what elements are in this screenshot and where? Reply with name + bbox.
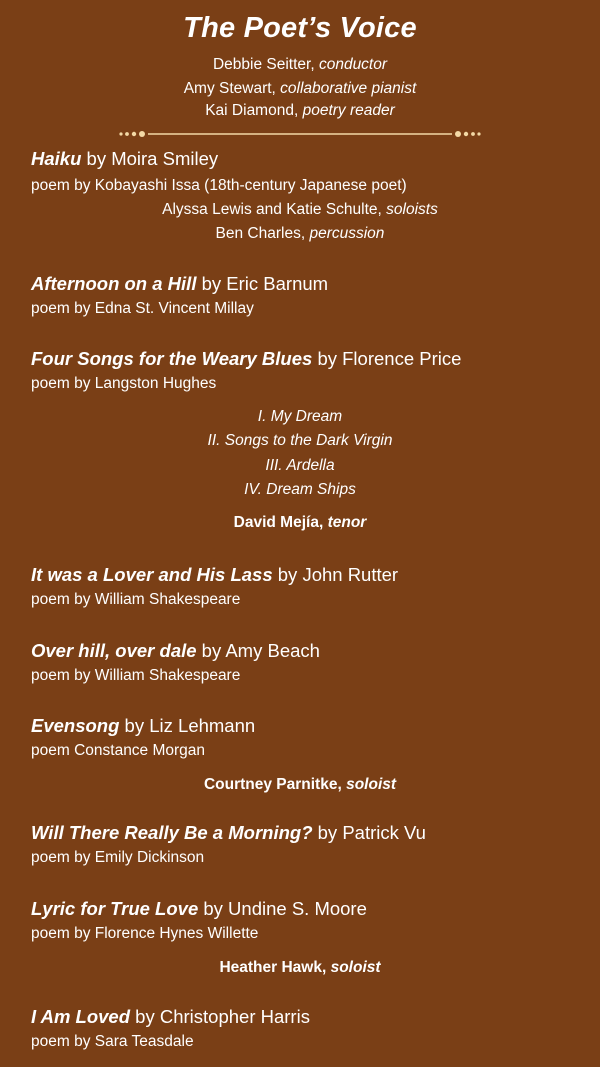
piece-heading (31, 1005, 580, 1029)
piece-poet: poem by Edna St. Vincent Millay (31, 300, 254, 317)
piece-poet: poem by Sara Teasdale (31, 1033, 194, 1050)
credit-name: Kai Diamond, (205, 102, 303, 119)
program-piece-lover (31, 563, 580, 611)
program-piece-over-hill (31, 639, 580, 687)
piece-composer: by Undine S. Moore (198, 898, 367, 919)
piece-title: Will There Really Be a Morning? (31, 822, 313, 843)
program-piece-lyric (31, 897, 580, 945)
movement: III. Ardella (265, 457, 335, 474)
piece-composer: by Patrick Vu (312, 822, 426, 843)
soloist-role: soloist (346, 776, 397, 793)
performer-role: percussion (309, 225, 385, 242)
piece-heading (31, 821, 580, 845)
piece-heading (31, 563, 580, 587)
piece-composer: by Liz Lehmann (119, 715, 256, 736)
piece-title: Four Songs for the Weary Blues (31, 348, 313, 369)
piece-title: I Am Loved (31, 1006, 131, 1027)
piece-heading (31, 347, 580, 371)
movement: I. My Dream (257, 408, 343, 425)
piece-heading (31, 272, 580, 296)
piece-poet: poem Constance Morgan (31, 742, 206, 759)
piece-poet: poem by Florence Hynes Willette (31, 925, 259, 942)
program-title: The Poet’s Voice (183, 12, 417, 44)
program-piece-loved (31, 1005, 580, 1053)
credit-name: Debbie Seitter, (212, 56, 319, 73)
program-piece-evensong (31, 714, 580, 762)
soloist-role: tenor (327, 514, 367, 531)
soloist-name: David Mejía, (233, 514, 328, 531)
program-piece-haiku (31, 147, 580, 197)
piece-title: Evensong (31, 715, 120, 736)
piece-title: Haiku (31, 148, 82, 169)
soloist-role: soloist (330, 959, 381, 976)
piece-heading (31, 897, 580, 921)
soloist-line (0, 513, 600, 533)
credit-reader (0, 101, 600, 121)
performer-line (0, 200, 600, 220)
piece-composer: by Eric Barnum (196, 273, 329, 294)
piece-poet: poem by Langston Hughes (31, 375, 217, 392)
soloist-line (0, 775, 600, 795)
piece-poet: poem by William Shakespeare (31, 667, 241, 684)
program-piece-four-songs (31, 347, 580, 395)
credit-conductor (0, 55, 600, 75)
soloist-name: Courtney Parnitke, (203, 776, 347, 793)
piece-composer: by John Rutter (272, 564, 399, 585)
piece-composer: by Moira Smiley (81, 148, 219, 169)
credit-role: poetry reader (302, 102, 395, 119)
ornamental-divider (118, 127, 482, 141)
piece-composer: by Amy Beach (196, 640, 320, 661)
piece-title: It was a Lover and His Lass (31, 564, 273, 585)
credit-name: Amy Stewart, (183, 80, 281, 97)
credit-role: conductor (318, 56, 388, 73)
program-piece-morning (31, 821, 580, 869)
piece-title: Over hill, over dale (31, 640, 197, 661)
piece-composer: by Florence Price (312, 348, 462, 369)
movement: IV. Dream Ships (244, 481, 356, 498)
program-piece-afternoon (31, 272, 580, 320)
piece-poet: poem by Kobayashi Issa (18th-century Japanese poet) (31, 177, 407, 194)
movement: II. Songs to the Dark Virgin (207, 432, 393, 449)
piece-composer: by Christopher Harris (130, 1006, 310, 1027)
piece-poet: poem by Emily Dickinson (31, 849, 205, 866)
piece-heading (31, 714, 580, 738)
soloist-name: Heather Hawk, (219, 959, 331, 976)
performer-role: soloists (386, 201, 438, 218)
piece-heading (31, 639, 580, 663)
performer-line (0, 224, 600, 244)
piece-heading (31, 147, 580, 171)
credit-pianist (0, 79, 600, 99)
performer-name: Ben Charles, (215, 225, 310, 242)
piece-title: Lyric for True Love (31, 898, 199, 919)
performer-name: Alyssa Lewis and Katie Schulte, (162, 201, 387, 218)
piece-title: Afternoon on a Hill (31, 273, 197, 294)
piece-poet: poem by William Shakespeare (31, 591, 241, 608)
credit-role: collaborative pianist (280, 80, 417, 97)
soloist-line (0, 958, 600, 978)
